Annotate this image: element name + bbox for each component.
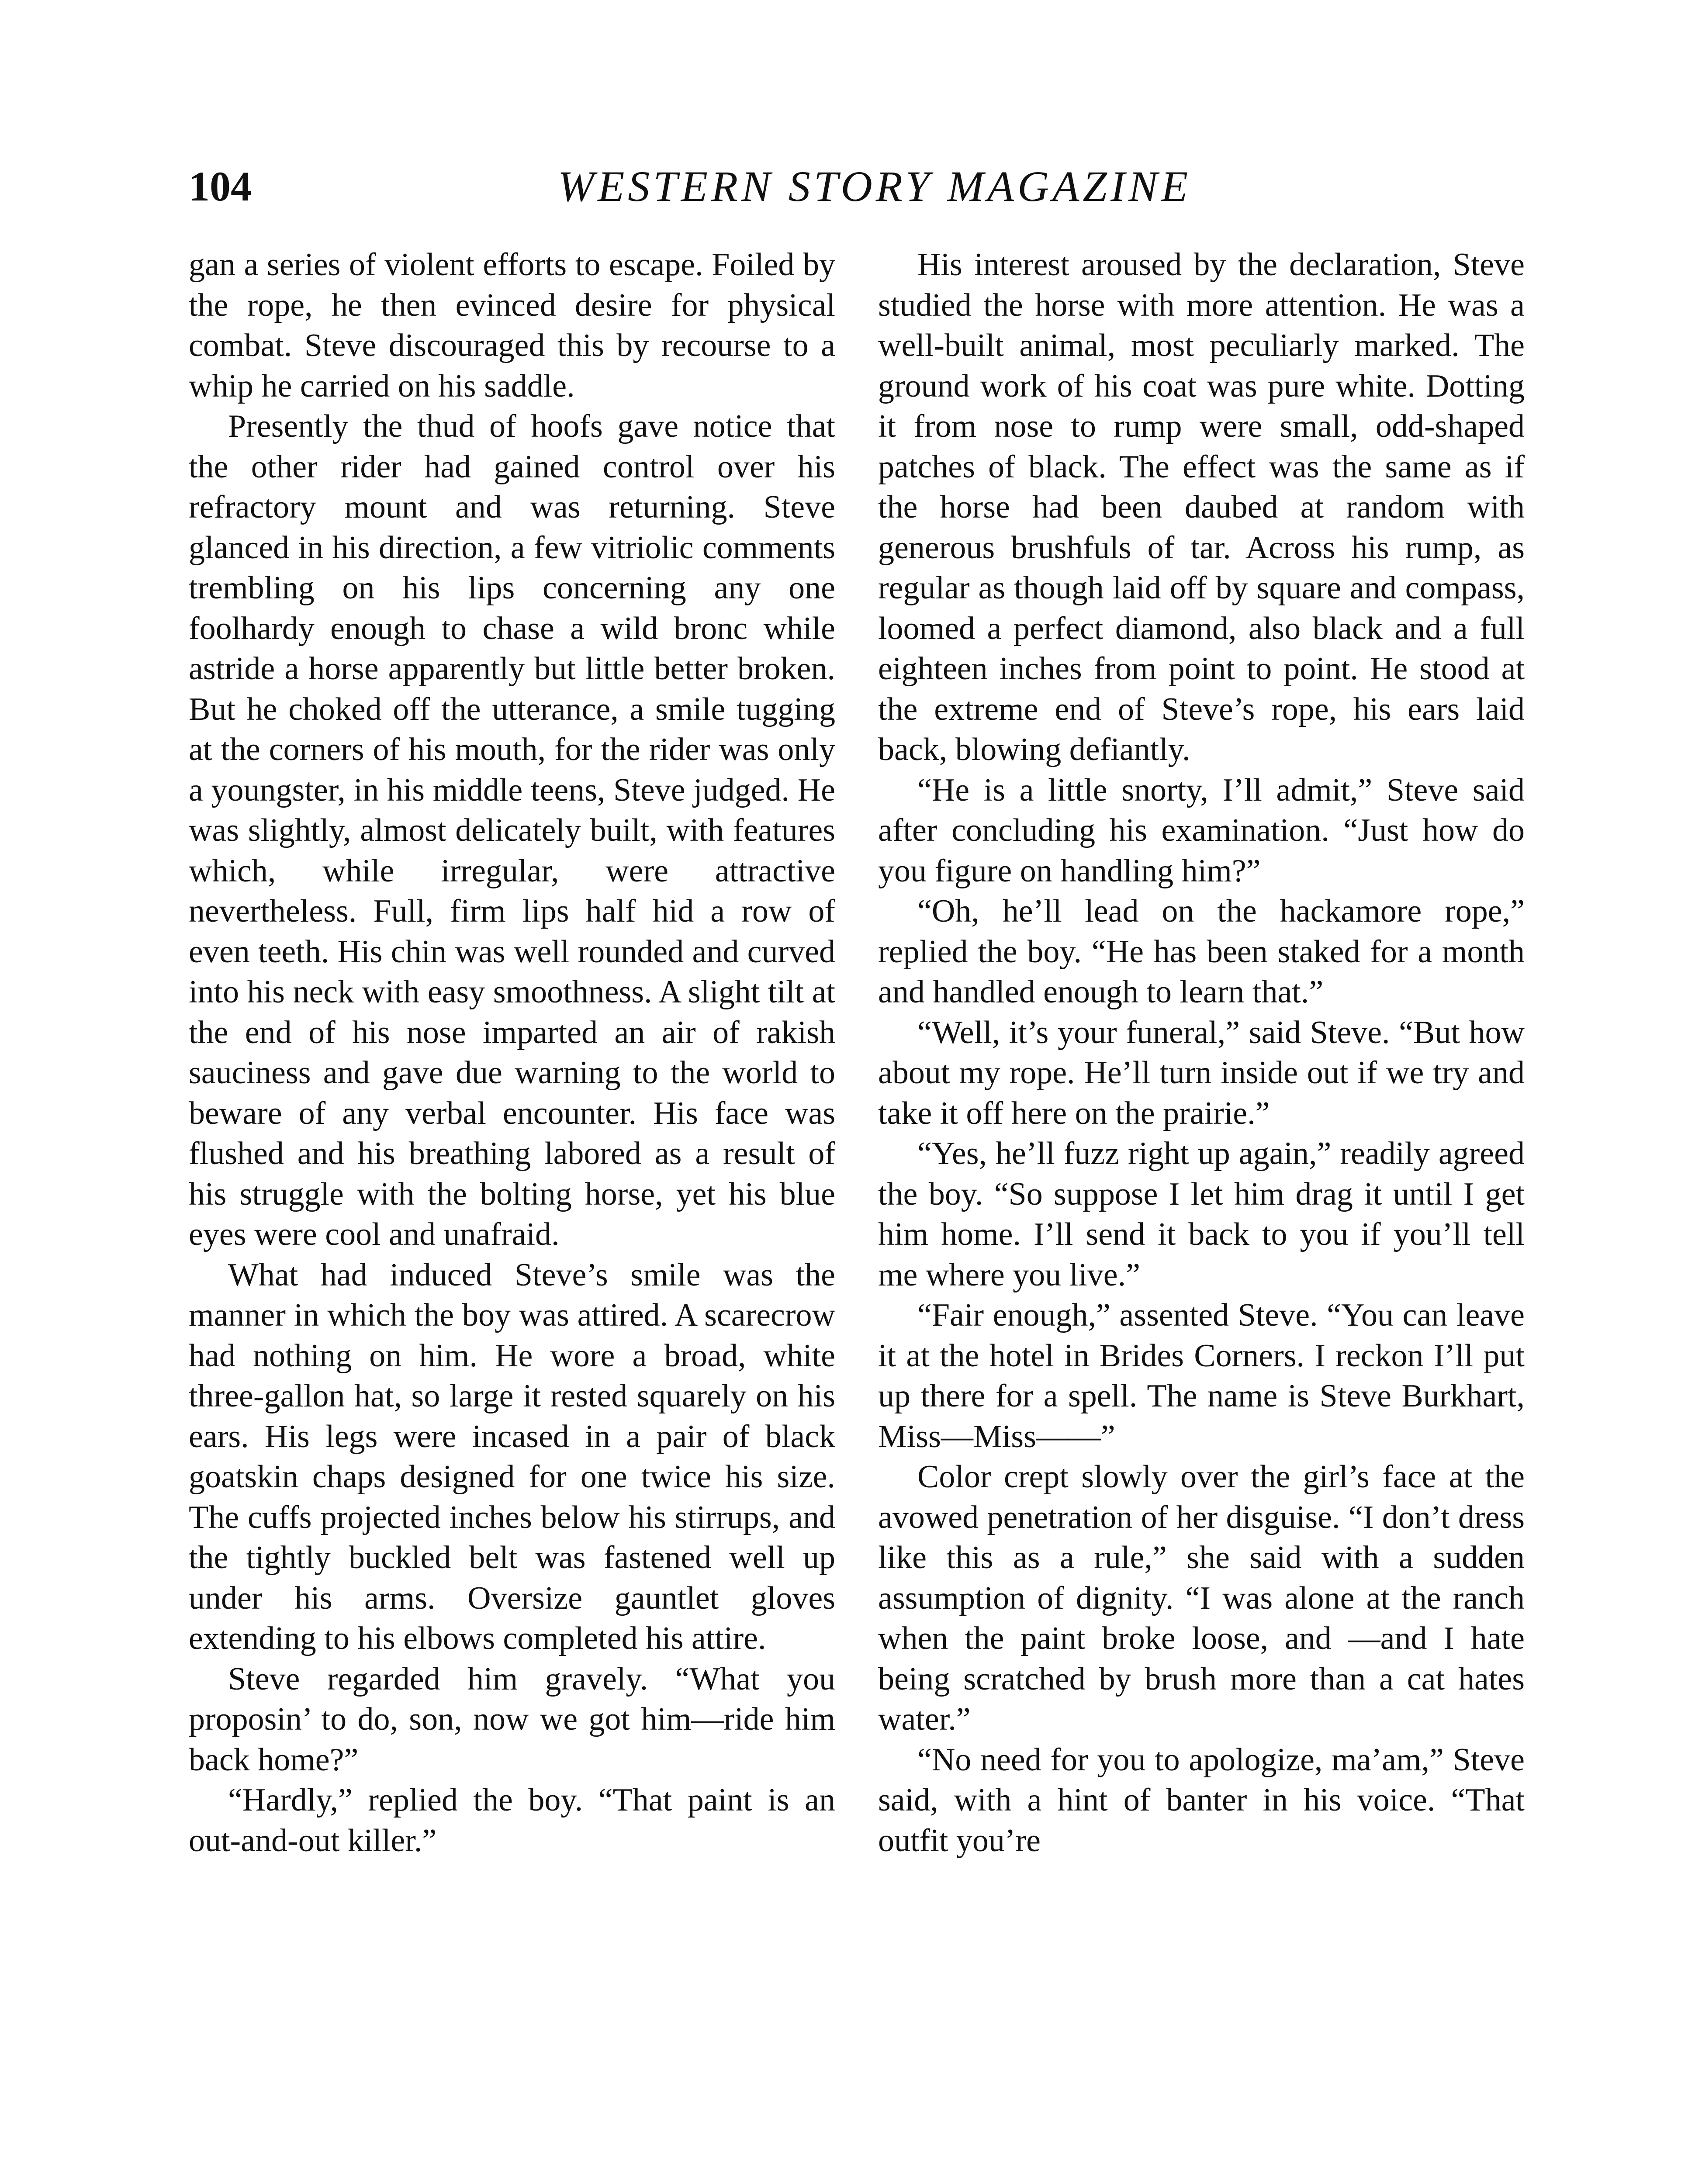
page-header — [189, 162, 1560, 219]
paragraph: “Yes, he’ll fuzz right up again,” readily agreed the boy. “So suppose I let him drag it until I get him home. I’ll send it back to you if you’ll tell me where you live.” — [878, 1136, 1525, 1293]
paragraph: “He is a little snorty, I’ll admit,” Steve said after concluding his examination. “Just how do you figure on handling him?” — [878, 772, 1525, 889]
paragraph: “Oh, he’ll lead on the hackamore rope,” replied the boy. “He has been staked for a month and handled enough to learn that.” — [878, 893, 1525, 1010]
paragraph: “Fair enough,” assented Steve. “You can leave it at the hotel in Brides Corners. I reckon I’ll put up there for a spell. The name is Steve Burkhart, Miss—Miss——” — [878, 1297, 1525, 1455]
page-number: 104 — [189, 163, 252, 210]
paragraph: “No need for you to apologize, ma’am,” Steve said, with a hint of banter in his voice. “That outfit you’re — [878, 1742, 1525, 1859]
paragraph: His interest aroused by the declaration, Steve studied the horse with more attention. He was a well-built animal, most peculiarly marked. The ground work of his coat was pure white. Dotting it from nose to rump were small, odd-shaped patches of black. The effect was the same as if the horse had been daubed at random with generous brushfuls of tar. Across his rump, as regular as though laid off by square and compass, loomed a perfect diamond, also black and a full eighteen inches from point to point. He stood at the extreme end of Steve’s rope, his ears laid back, blowing defiantly. — [878, 247, 1525, 767]
left-column — [189, 245, 835, 1861]
paragraph: “Well, it’s your funeral,” said Steve. “But how about my rope. He’ll turn inside out if we try and take it off here on the prairie.” — [878, 1014, 1525, 1131]
paragraph: Presently the thud of hoofs gave notice that the other rider had gained control over his refractory mount and was returning. Steve glanced in his direction, a few vitriolic comments trembling on his lips concerning any one foolhardy enough to chase a wild bronc while astride a horse apparently but little better broken. But he choked off the utterance, a smile tugging at the corners of his mouth, for the rider was only a youngster, in his middle teens, Steve judged. He was slightly, almost delicately built, with features which, while irregular, were attractive nevertheless. Full, firm lips half hid a row of even teeth. His chin was well rounded and curved into his neck with easy smoothness. A slight tilt at the end of his nose imparted an air of rakish sauciness and gave due warning to the world to beware of any verbal encounter. His face was flushed and his breathing labored as a result of his struggle with the bolting horse, yet his blue eyes were cool and unafraid. — [189, 408, 835, 1252]
paragraph: Steve regarded him gravely. “What you proposin’ to do, son, now we got him—ride him back home?” — [189, 1661, 835, 1778]
running-title: WESTERN STORY MAGAZINE — [557, 162, 1192, 211]
paragraph: gan a series of violent efforts to escape. Foiled by the rope, he then evinced desire for physical combat. Steve discouraged this by recourse to a whip he carried on his saddle. — [189, 247, 835, 404]
paragraph: What had induced Steve’s smile was the manner in which the boy was attired. A scarecrow had nothing on him. He wore a broad, white three-gallon hat, so large it rested squarely on his ears. His legs were incased in a pair of black goatskin chaps designed for one twice his size. The cuffs projected inches below his stirrups, and the tightly buckled belt was fastened well up under his arms. Oversize gauntlet gloves extending to his elbows completed his attire. — [189, 1257, 835, 1656]
right-column — [878, 245, 1525, 1861]
paragraph: “Hardly,” replied the boy. “That paint is an out-and-out killer.” — [189, 1782, 835, 1859]
paragraph: Color crept slowly over the girl’s face at the avowed penetration of her disguise. “I don’t dress like this as a rule,” she said with a sudden assumption of dignity. “I was alone at the ranch when the paint broke loose, and —and I hate being scratched by brush more than a cat hates water.” — [878, 1459, 1525, 1737]
